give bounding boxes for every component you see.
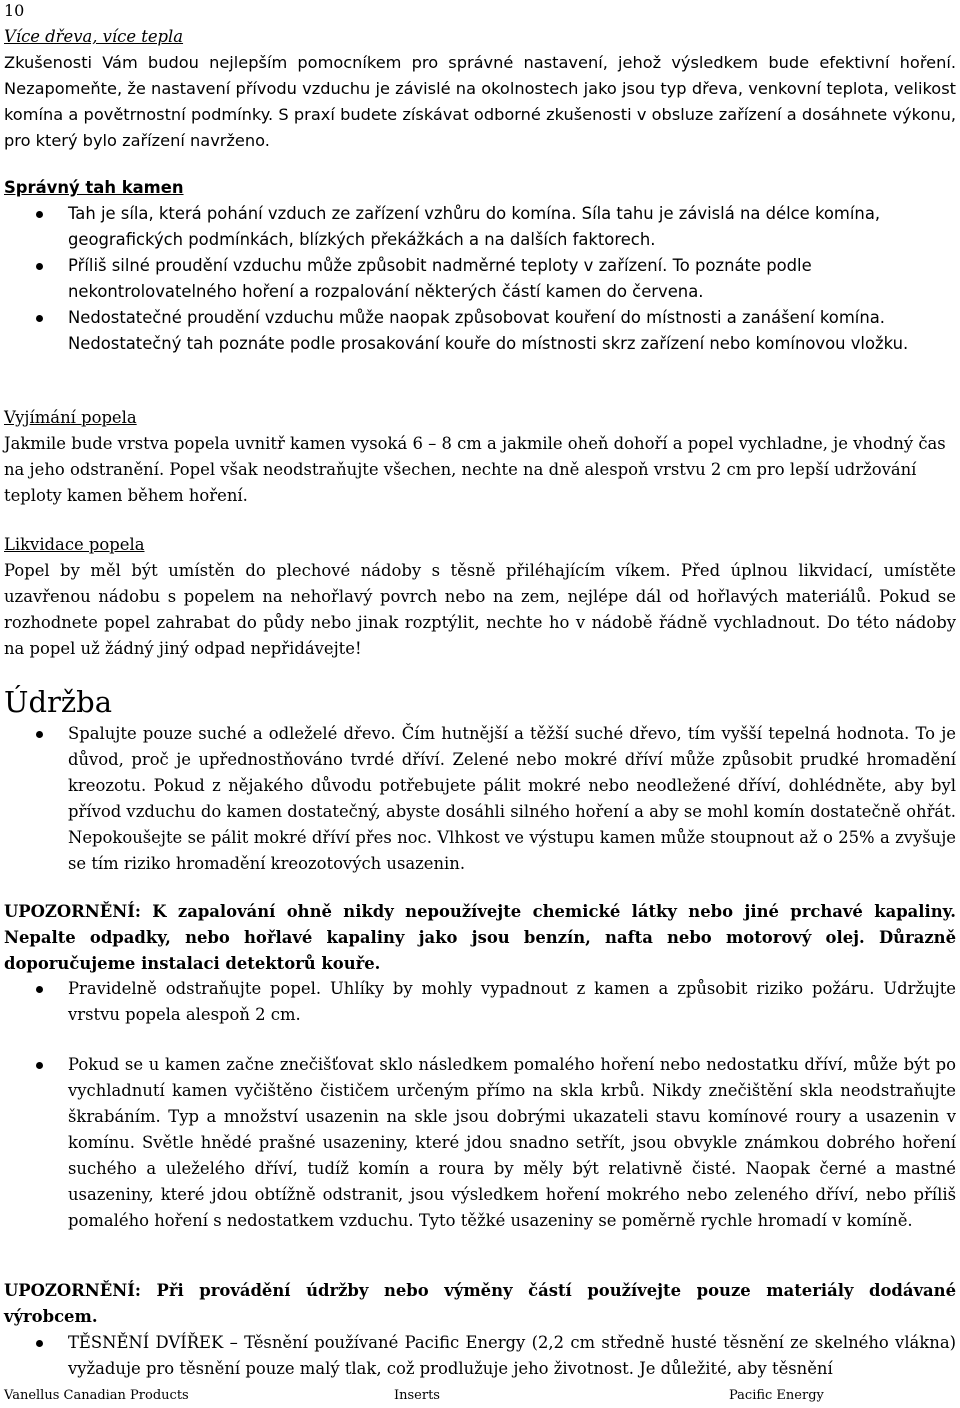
footer-center: Inserts bbox=[394, 1388, 440, 1403]
maintenance-list-1 bbox=[4, 721, 956, 877]
intro-title: Více dřeva, více tepla bbox=[4, 27, 184, 46]
draft-item: Tah je síla, která pohání vzduch ze zařízení vzhůru do komína. Síla tahu je závislá na délce komína, geografických podmínkách, blízkých překážkách a na dalších faktorech. bbox=[4, 201, 956, 253]
page-number: 10 bbox=[4, 1, 25, 20]
ash-removal-title: Vyjímání popela bbox=[4, 408, 137, 427]
bullet-icon bbox=[36, 1062, 43, 1069]
draft-title: Správný tah kamen bbox=[4, 178, 184, 197]
intro-paragraph: Zkušenosti Vám budou nejlepším pomocníkem pro správné nastavení, jehož výsledkem bude efektivní hoření. Nezapomeňte, že nastavení přívodu vzduchu je závislé na okolnostech jako jsou typ dřeva, venkovní teplota, velikost komína a povětrnostní podmínky. S praxí budete získávat odborné zkušenosti v obsluze zařízení a dosáhnete výkonu, pro který bylo zařízení navrženo. bbox=[4, 53, 956, 150]
intro-section bbox=[4, 24, 956, 154]
maintenance-heading: Údržba bbox=[4, 685, 112, 719]
ash-removal-section bbox=[4, 405, 956, 509]
bullet-icon bbox=[36, 315, 43, 322]
draft-item: Příliš silné proudění vzduchu může způsobit nadměrné teploty v zařízení. To poznáte podle nekontrolovatelného hoření a rozpalování některých částí kamen do červena. bbox=[4, 253, 956, 305]
warning-2: UPOZORNĚNÍ: Při provádění údržby nebo výměny částí používejte pouze materiály dodávané výrobcem. bbox=[4, 1281, 956, 1326]
maintenance-item: Pravidelně odstraňujte popel. Uhlíky by mohly vypadnout z kamen a způsobit riziko požáru. Udržujte vrstvu popela alespoň 2 cm. bbox=[4, 976, 956, 1028]
draft-list bbox=[4, 201, 956, 357]
maintenance-list-3 bbox=[4, 1052, 956, 1234]
draft-item: Nedostatečné proudění vzduchu může naopak způsobovat kouření do místnosti a zanášení komína. Nedostatečný tah poznáte podle prosakování kouře do místnosti skrz zařízení nebo komínovou vložku. bbox=[4, 305, 956, 357]
footer-left: Vanellus Canadian Products bbox=[4, 1388, 189, 1403]
draft-section bbox=[4, 175, 956, 357]
bullet-icon bbox=[36, 1340, 43, 1347]
footer-right: Pacific Energy bbox=[729, 1388, 824, 1403]
bullet-icon bbox=[36, 986, 43, 993]
bullet-icon bbox=[36, 731, 43, 738]
warning-1: UPOZORNĚNÍ: K zapalování ohně nikdy nepoužívejte chemické látky nebo jiné prchavé kapaliny. Nepalte odpadky, nebo hořlavé kapaliny jako jsou benzín, nafta nebo motorový olej. Důrazně doporučujeme instalaci detektorů kouře. bbox=[4, 902, 956, 973]
bullet-icon bbox=[36, 211, 43, 218]
ash-removal-text: Jakmile bude vrstva popela uvnitř kamen vysoká 6 – 8 cm a jakmile oheň dohoří a popel vychladne, je vhodný čas na jeho odstranění. Popel však neodstraňujte všechen, nechte na dně alespoň vrstvu 2 cm pro lepší udržování teploty kamen během hoření. bbox=[4, 434, 946, 505]
ash-disposal-section bbox=[4, 532, 956, 662]
maintenance-item: Pokud se u kamen začne znečišťovat sklo následkem pomalého hoření nebo nedostatku dříví, může být po vychladnutí kamen vyčištěno čističem určeným přímo na skla krbů. Nikdy znečištění skla neodstraňujte škrabáním. Typ a množství usazenin na skle jsou dobrými ukazateli stavu komínové roury a usazenin v komínu. Světle hnědé prašné usazeniny, které jdou snadno setřít, jsou obvykle známkou dobrého hoření suchého a uleželého dříví, tudíž komín a roura by měly být relativně čisté. Naopak černé a mastné usazeniny, které jdou obtížně odstranit, jsou výsledkem hoření mokrého nebo zeleného dříví, nebo příliš pomalého hoření s nedostatkem vzduchu. Tyto těžké usazeniny se poměrně rychle hromadí v komíně. bbox=[4, 1052, 956, 1234]
maintenance-list-4 bbox=[4, 1330, 956, 1382]
ash-disposal-title: Likvidace popela bbox=[4, 535, 145, 554]
ash-disposal-text: Popel by měl být umístěn do plechové nádoby s těsně přiléhajícím víkem. Před úplnou likvidací, umístěte uzavřenou nádobu s popelem na nehořlavý povrch nebo na zem, nejlépe dál od hořlavých materiálů. Pokud se rozhodnete popel zahrabat do půdy nebo jinak rozptýlit, nechte ho v nádobě řádně vychladnout. Do této nádoby na popel už žádný jiný odpad nepřidávejte! bbox=[4, 561, 956, 658]
maintenance-item: TĚSNĚNÍ DVÍŘEK – Těsnění používané Pacific Energy (2,2 cm středně husté těsnění ze skelného vlákna) vyžaduje pro těsnění pouze malý tlak, což prodlužuje jeho životnost. Je důležité, aby těsnění bbox=[4, 1330, 956, 1382]
bullet-icon bbox=[36, 263, 43, 270]
maintenance-list-2 bbox=[4, 976, 956, 1028]
maintenance-item: Spalujte pouze suché a odleželé dřevo. Čím hutnější a těžší suché dřevo, tím vyšší tepelná hodnota. To je důvod, proč je upřednostňováno tvrdé dříví. Zelené nebo mokré dříví může způsobit prudké hromadění kreozotu. Pokud z nějakého důvodu potřebujete pálit mokré nebo neodležené dříví, dohlédněte, aby byl přívod vzduchu do kamen dostatečný, abyste dosáhli silného hoření a aby se mohl komín dostatečně ohřát. Nepokoušejte se pálit mokré dříví přes noc. Vlhkost ve výstupu kamen může stoupnout až o 25% a zvyšuje se tím riziko hromadění kreozotových usazenin. bbox=[4, 721, 956, 877]
